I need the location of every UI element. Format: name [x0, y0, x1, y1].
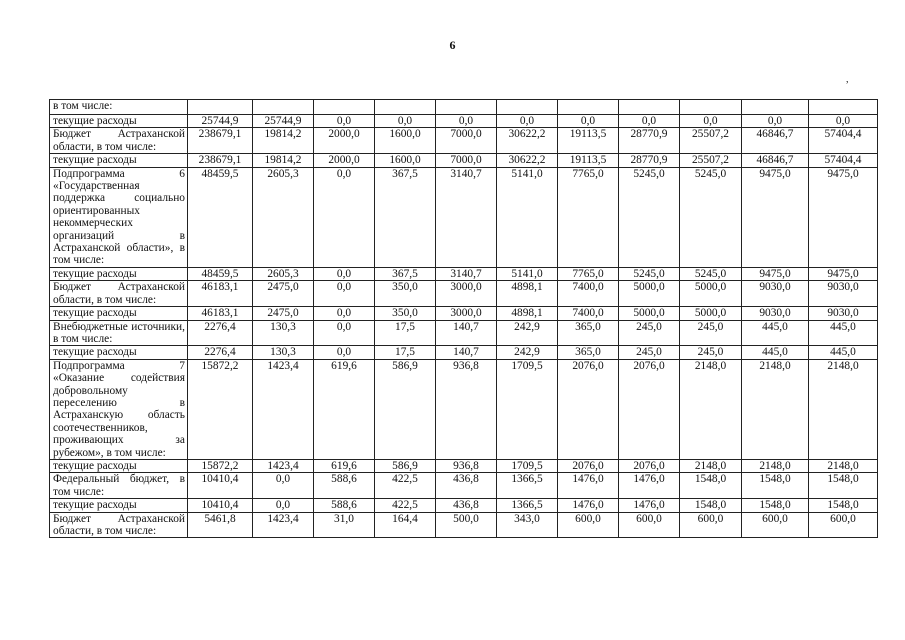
table-cell: 9475,0	[742, 267, 809, 280]
table-cell	[742, 100, 809, 115]
table-cell: 0,0	[558, 115, 619, 128]
table-cell: 367,5	[375, 267, 436, 280]
table-cell: 5000,0	[619, 307, 680, 320]
table-row	[50, 473, 878, 499]
table-cell: 365,0	[558, 320, 619, 346]
table-cell: 445,0	[742, 320, 809, 346]
table-cell: 242,9	[497, 346, 558, 359]
row-label: текущие расходы	[50, 154, 188, 167]
table-cell: 0,0	[314, 115, 375, 128]
table-cell: 9030,0	[742, 281, 809, 307]
table-cell: 242,9	[497, 320, 558, 346]
table-cell	[436, 100, 497, 115]
table-cell: 31,0	[314, 512, 375, 538]
row-label: текущие расходы	[50, 499, 188, 512]
table-cell: 1600,0	[375, 128, 436, 154]
table-cell	[558, 100, 619, 115]
table-cell: 57404,4	[809, 128, 878, 154]
table-cell: 0,0	[314, 320, 375, 346]
table-cell: 2076,0	[558, 359, 619, 459]
table-cell: 0,0	[809, 115, 878, 128]
table-cell: 2148,0	[742, 459, 809, 472]
table-row	[50, 100, 878, 115]
row-label: текущие расходы	[50, 346, 188, 359]
table-cell	[188, 100, 253, 115]
row-label: Подпрограмма 7 «Оказание содействия добровольному переселению в Астраханскую область соотечественников, проживающих за рубежом», в том числе:	[50, 359, 188, 459]
table-cell: 19113,5	[558, 154, 619, 167]
table-cell: 7400,0	[558, 307, 619, 320]
table-cell	[314, 100, 375, 115]
row-label: текущие расходы	[50, 307, 188, 320]
table-cell: 164,4	[375, 512, 436, 538]
row-label: Внебюджетные источники, в том числе:	[50, 320, 188, 346]
table-cell: 4898,1	[497, 307, 558, 320]
budget-table	[49, 99, 878, 538]
table-cell: 1423,4	[253, 512, 314, 538]
table-cell: 17,5	[375, 346, 436, 359]
table-cell: 57404,4	[809, 154, 878, 167]
table-cell: 7765,0	[558, 267, 619, 280]
table-cell: 0,0	[314, 267, 375, 280]
table-row	[50, 267, 878, 280]
table-cell: 1476,0	[619, 473, 680, 499]
table-row	[50, 359, 878, 459]
table-cell: 1423,4	[253, 359, 314, 459]
table-cell: 1709,5	[497, 459, 558, 472]
table-cell: 1548,0	[680, 499, 742, 512]
table-cell: 7000,0	[436, 128, 497, 154]
table-row	[50, 128, 878, 154]
table-cell: 1366,5	[497, 499, 558, 512]
table-cell: 25507,2	[680, 128, 742, 154]
table-cell: 2148,0	[809, 459, 878, 472]
table-cell: 0,0	[314, 307, 375, 320]
table-cell: 1476,0	[558, 473, 619, 499]
table-cell: 19814,2	[253, 128, 314, 154]
table-cell: 350,0	[375, 281, 436, 307]
table-cell: 5245,0	[680, 167, 742, 267]
row-label: текущие расходы	[50, 267, 188, 280]
table-cell: 0,0	[680, 115, 742, 128]
table-cell: 25507,2	[680, 154, 742, 167]
table-cell: 445,0	[742, 346, 809, 359]
table-cell: 19113,5	[558, 128, 619, 154]
table-cell: 0,0	[253, 499, 314, 512]
table-cell: 5000,0	[619, 281, 680, 307]
table-cell: 1709,5	[497, 359, 558, 459]
row-label: текущие расходы	[50, 115, 188, 128]
table-cell: 245,0	[680, 320, 742, 346]
table-cell: 367,5	[375, 167, 436, 267]
table-cell: 2076,0	[619, 459, 680, 472]
table-cell: 600,0	[809, 512, 878, 538]
table-cell: 9030,0	[742, 307, 809, 320]
table-cell: 0,0	[497, 115, 558, 128]
table-cell: 3000,0	[436, 307, 497, 320]
table-cell: 2475,0	[253, 281, 314, 307]
table-cell: 5245,0	[619, 267, 680, 280]
table-cell: 4898,1	[497, 281, 558, 307]
table-row	[50, 281, 878, 307]
row-label: Подпрограмма 6 «Государственная поддержка социально ориентированных некоммерческих организаций в Астраханской области», в том числе:	[50, 167, 188, 267]
table-cell: 3140,7	[436, 167, 497, 267]
table-cell: 445,0	[809, 346, 878, 359]
table-cell	[619, 100, 680, 115]
table-cell: 30622,2	[497, 128, 558, 154]
table-cell: 600,0	[680, 512, 742, 538]
table-cell: 3140,7	[436, 267, 497, 280]
table-cell: 140,7	[436, 346, 497, 359]
table-cell: 9475,0	[809, 267, 878, 280]
table-row	[50, 154, 878, 167]
table-cell: 1476,0	[619, 499, 680, 512]
table-cell: 936,8	[436, 459, 497, 472]
table-cell: 1548,0	[680, 473, 742, 499]
table-cell: 46846,7	[742, 154, 809, 167]
table-cell: 238679,1	[188, 128, 253, 154]
table-cell: 0,0	[314, 167, 375, 267]
page-number: 6	[449, 38, 456, 52]
table-cell: 1423,4	[253, 459, 314, 472]
table-cell: 586,9	[375, 359, 436, 459]
table-cell: 245,0	[680, 346, 742, 359]
table-cell: 46183,1	[188, 307, 253, 320]
row-label: Бюджет Астраханской области, в том числе:	[50, 128, 188, 154]
table-cell: 19814,2	[253, 154, 314, 167]
table-cell: 7765,0	[558, 167, 619, 267]
table-row	[50, 307, 878, 320]
table-cell: 28770,9	[619, 154, 680, 167]
table-cell: 5141,0	[497, 267, 558, 280]
table-cell: 15872,2	[188, 459, 253, 472]
table-cell: 5141,0	[497, 167, 558, 267]
table-cell: 9475,0	[742, 167, 809, 267]
table-cell: 9475,0	[809, 167, 878, 267]
table-cell: 2000,0	[314, 154, 375, 167]
table-row	[50, 512, 878, 538]
table-cell: 422,5	[375, 499, 436, 512]
table-cell: 1548,0	[809, 499, 878, 512]
table-cell: 2148,0	[680, 359, 742, 459]
table-cell: 245,0	[619, 320, 680, 346]
table-cell: 436,8	[436, 499, 497, 512]
table-cell: 2148,0	[680, 459, 742, 472]
table-cell: 365,0	[558, 346, 619, 359]
table-cell: 130,3	[253, 320, 314, 346]
table-cell	[497, 100, 558, 115]
table-row	[50, 167, 878, 267]
row-label: текущие расходы	[50, 459, 188, 472]
table-cell: 25744,9	[253, 115, 314, 128]
table-cell: 588,6	[314, 473, 375, 499]
table-cell: 0,0	[253, 473, 314, 499]
table-cell: 9030,0	[809, 281, 878, 307]
table-cell: 586,9	[375, 459, 436, 472]
table-cell	[680, 100, 742, 115]
table-cell: 25744,9	[188, 115, 253, 128]
table-row	[50, 346, 878, 359]
row-label: Федеральный бюджет, в том числе:	[50, 473, 188, 499]
table-row	[50, 320, 878, 346]
table-cell: 10410,4	[188, 473, 253, 499]
table-cell: 7000,0	[436, 154, 497, 167]
table-cell: 1548,0	[809, 473, 878, 499]
table-cell: 1600,0	[375, 154, 436, 167]
row-label: Бюджет Астраханской области, в том числе:	[50, 281, 188, 307]
table-cell: 2148,0	[809, 359, 878, 459]
table-body	[50, 100, 878, 538]
table-cell: 1548,0	[742, 499, 809, 512]
table-cell: 2475,0	[253, 307, 314, 320]
table-cell	[253, 100, 314, 115]
table-cell: 0,0	[375, 115, 436, 128]
table-cell	[809, 100, 878, 115]
table-cell: 5000,0	[680, 281, 742, 307]
table-cell: 0,0	[436, 115, 497, 128]
table-cell: 28770,9	[619, 128, 680, 154]
table-cell: 5245,0	[619, 167, 680, 267]
table-cell: 238679,1	[188, 154, 253, 167]
table-cell: 2276,4	[188, 346, 253, 359]
table-cell: 3000,0	[436, 281, 497, 307]
table-cell: 2000,0	[314, 128, 375, 154]
table-cell	[375, 100, 436, 115]
table-cell: 245,0	[619, 346, 680, 359]
table-cell: 46846,7	[742, 128, 809, 154]
table-cell: 619,6	[314, 359, 375, 459]
table-cell: 5461,8	[188, 512, 253, 538]
table-cell: 343,0	[497, 512, 558, 538]
table-cell: 15872,2	[188, 359, 253, 459]
table-cell: 588,6	[314, 499, 375, 512]
table-row	[50, 459, 878, 472]
table-cell: 600,0	[742, 512, 809, 538]
table-cell: 46183,1	[188, 281, 253, 307]
table-cell: 600,0	[619, 512, 680, 538]
table-cell: 2076,0	[619, 359, 680, 459]
table-cell: 500,0	[436, 512, 497, 538]
row-label: в том числе:	[50, 100, 188, 115]
table-row	[50, 499, 878, 512]
table-cell: 1476,0	[558, 499, 619, 512]
table-cell: 1366,5	[497, 473, 558, 499]
table-cell: 1548,0	[742, 473, 809, 499]
row-label: Бюджет Астраханской области, в том числе:	[50, 512, 188, 538]
table-cell: 445,0	[809, 320, 878, 346]
table-cell: 0,0	[314, 281, 375, 307]
table-cell: 0,0	[314, 346, 375, 359]
table-cell: 0,0	[742, 115, 809, 128]
table-cell: 2605,3	[253, 267, 314, 280]
table-cell: 30622,2	[497, 154, 558, 167]
table-cell: 17,5	[375, 320, 436, 346]
table-cell: 422,5	[375, 473, 436, 499]
table-cell: 2605,3	[253, 167, 314, 267]
table-cell: 936,8	[436, 359, 497, 459]
table-cell: 10410,4	[188, 499, 253, 512]
table-cell: 140,7	[436, 320, 497, 346]
table-cell: 2276,4	[188, 320, 253, 346]
table-cell: 619,6	[314, 459, 375, 472]
table-cell: 350,0	[375, 307, 436, 320]
table-cell: 2076,0	[558, 459, 619, 472]
table-row	[50, 115, 878, 128]
table-cell: 600,0	[558, 512, 619, 538]
table-cell: 48459,5	[188, 167, 253, 267]
table-cell: 5000,0	[680, 307, 742, 320]
table-cell: 48459,5	[188, 267, 253, 280]
table-cell: 9030,0	[809, 307, 878, 320]
scan-mark: ,	[846, 74, 849, 85]
table-cell: 5245,0	[680, 267, 742, 280]
table-cell: 436,8	[436, 473, 497, 499]
table-cell: 130,3	[253, 346, 314, 359]
table-cell: 7400,0	[558, 281, 619, 307]
table-cell: 2148,0	[742, 359, 809, 459]
table-cell: 0,0	[619, 115, 680, 128]
